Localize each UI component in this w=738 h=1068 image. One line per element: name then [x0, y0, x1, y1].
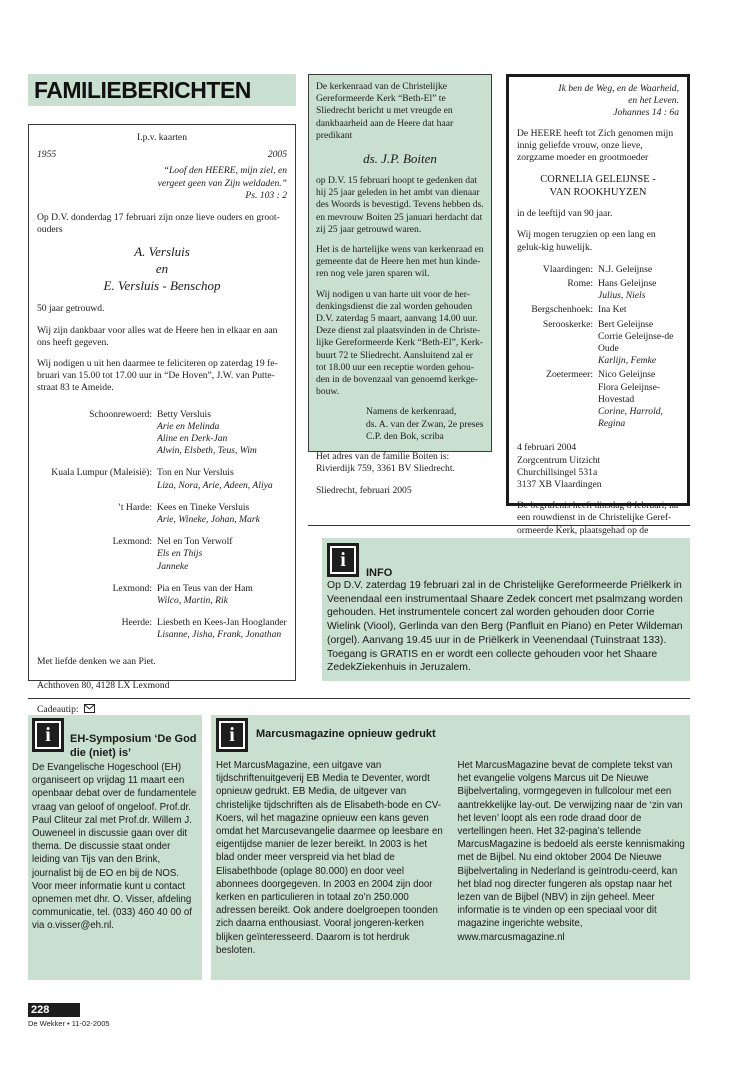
relative-entry [517, 319, 679, 368]
family-names: Liesbeth en Kees-Jan Hooglander [157, 617, 287, 629]
obit-name-1: CORNELIA GELEIJNSE - [540, 174, 656, 186]
info-box [322, 538, 690, 681]
family-names: Nel en Ton Verwolf [157, 536, 233, 548]
obit-age: in de leeftijd van 90 jaar. [517, 208, 613, 220]
boiten-paragraph-2: Het is de hartelijke wens van kerkenraad en gemeente dat de Heere hen met hun kinde-ren nog vele jaren sparen wil. [316, 244, 484, 280]
relative-place: Vlaardingen: [542, 263, 593, 275]
marcus-column-1: Het MarcusMagazine, een uitgave van tijdschriftenuitgeverij EB Media te Deventer, wordt opnieuw gedrukt. EB Media, de uitgever van christelijke tijdschriften als de Elisabeth-bode en CV-Koers, wil het magazine opnieuw een kans geven omdat het Marcusevangelie daarmee op leesbare en eigentijdse manier de lezer bereikt. In 2003 is het blad onder meer verspreid via het blad de Elisabethbode (oplage 80.000) en door veel abonnees doorgegeven. In 2003 en 2004 zijn door kerken en particulieren in totaal zo’n 250.000 adressen bereikt. Ook andere doelgroepen toonden zich daarna enthousiast. Vooral jongeren-kerken blijken geïnteresseerd. Daarom is tot herdruk besloten. [216, 760, 443, 956]
eh-title: EH-Symposium ‘De God die (niet) is’ [70, 733, 197, 759]
family-children: Arie, Wineke, Johan, Mark [157, 514, 260, 526]
marcus-title: Marcusmagazine opnieuw gedrukt [256, 728, 436, 740]
obit-quote-2: en het Leven. [628, 95, 679, 107]
boiten-paragraph-3: Wij nodigen u van harte uit voor de her-denkingsdienst die zal worden gehouden D.V. zaterdag 5 maart, aanvang 14.00 uur. Deze dienst zal plaatsvinden in de Christe-lijke Gereformeerde Kerk “Beth-El”, Kerk-buurt 72 te Sliedrecht. Aansluitend zal er tot 18.00 uur een receptie worden gehou-den in de bovenzaal van genoemd kerkge-bouw. [316, 288, 484, 398]
relative-entry [517, 304, 679, 316]
relative-place: Bergschenhoek: [531, 304, 593, 316]
announcement-boiten [308, 74, 492, 497]
obituary-geleijnse [506, 74, 690, 536]
intro-text: Op D.V. donderdag 17 februari zijn onze lieve ouders en groot-ouders [37, 212, 280, 236]
obit-address-line: 3137 XB Vlaardingen [517, 479, 602, 491]
family-children: Arie en Melinda [157, 420, 220, 432]
family-place: Heerde: [121, 617, 152, 629]
married-text: 50 jaar getrouwd. [37, 303, 105, 315]
marcus-column-2: Het MarcusMagazine bevat de complete tekst van het evangelie volgens Marcus uit De Nieuwe Bijbelvertaling, vormgegeven in fullcolour met een aantrekkelijke lay-out. De verwijzing naar de ‘zin van het leven’ loopt als een rode draad door de vertellingen heen. Het 32-pagina’s tellende MarcusMagazine is bedoeld als eerste kennismaking met de Bijbel. Nu eind oktober 2004 De Nieuwe Bijbelvertaling in Nederland is geïntrodu-ceerd, kan het blad nog directer fungeren als opstap naar het lezen van de Bijbel (NBV) in zijn geheel. Meer informatie is te vinden op een speciaal voor dit magazine ingerichte website, www.marcusmagazine.nl [457, 760, 685, 943]
eh-text: De Evangelische Hogeschool (EH) organiseert op vrijdag 11 maart een openbaar debat over de fundamentele vraag van geloof of ongeloof. Prof.dr. Paul Cliteur zal met Prof.dr. Willem J. Ouweneel in discussie gaan over dit thema. De discussie staat onder leiding van Tijs van den Brink, journalist bij de EO en bij de NOS. Voor meer informatie kunt u contact opnemen met dhr. O. Visser, afdeling communicatie, tel. (033) 460 40 00 of via o.visser@eh.nl. [32, 762, 197, 932]
envelope-icon [84, 704, 95, 713]
info-text: Op D.V. zaterdag 19 februari zal in de Christelijke Gereformeerde Priëlkerk in Veenendaal een instrumentaal Shaare Zedek concert met psalmzang worden gehouden. Het instrumentele concert zal worden gehouden door Corrie Wielink (Viool), Gerlinda van den Berg (Panfluit en Piano) en Peter Wildeman (orgel). Aanvang 19.45 uur in de Priëlkerk in Veenendaal (Tuinstraat 133). Toegang is GRATIS en er wordt een collecte gehouden voor het Shaare ZedekZiekenhuis in Jeruzalem. [327, 580, 683, 674]
page-number: 228 [31, 1004, 50, 1016]
boiten-intro: De kerkenraad van de Christelijke Gereformeerde Kerk “Beth-El” te Sliedrecht bericht u met vreugde en dankbaarheid aan de Heere dat haar predikant [316, 81, 454, 141]
family-entry [37, 583, 287, 607]
year-left: 1955 [37, 149, 57, 161]
obit-name-2: VAN ROOKHUYZEN [549, 187, 647, 199]
thanks-text: Wij zijn dankbaar voor alles wat de Heere hen in elkaar en aan ons heeft gegeven. [37, 324, 278, 348]
boiten-paragraph-1: op D.V. 15 februari hoopt te gedenken dat hij 25 jaar geleden in het ambt van dienaar des Woords is bevestigd. Tevens hebben ds. en mevrouw Boiten 25 januari herdacht dat zij 25 jaar getrouwd waren. [316, 175, 484, 235]
info-icon-letter: i [35, 721, 61, 749]
family-names: Betty Versluis [157, 408, 211, 420]
section-header [28, 74, 296, 106]
family-names: Pia en Teus van der Ham [157, 582, 253, 594]
family-place: Lexmond: [112, 536, 152, 548]
info-icon [216, 718, 248, 752]
family-names: Ton en Nur Versluis [157, 467, 234, 479]
relative-name: Hans Geleijnse [598, 278, 657, 290]
family-place: Schoonrewoerd: [89, 408, 152, 420]
person-name-1: A. Versluis [134, 244, 190, 260]
obit-memory: Wij mogen terugzien op een lang en geluk-kig huwelijk. [517, 229, 656, 253]
family-children: Wilco, Martin, Rik [157, 595, 228, 607]
relative-name: Bert Geleijnse [598, 318, 654, 330]
family-entry [37, 409, 287, 458]
family-list [37, 409, 287, 642]
obit-address-line: Churchillsingel 531a [517, 466, 598, 478]
boiten-signature-3: C.P. den Bok, scriba [366, 430, 444, 442]
relative-name: Flora Geleijnse-Hovestad [598, 381, 661, 405]
relative-name: Corrie Geleijnse-de Oude [598, 330, 674, 355]
obit-intro: De HEERE heeft tot Zich genomen mijn innig geliefde vrouw, onze lieve, zorgzame moeder en grootmoeder [517, 127, 674, 164]
relative-name: N.J. Geleijnse [598, 263, 653, 275]
family-children: Aline en Derk-Jan [157, 433, 228, 445]
relative-entry [517, 369, 679, 430]
quote-line-2: vergeet geen van Zijn weldaden.” [157, 177, 287, 189]
boiten-name: ds. J.P. Boiten [363, 151, 437, 167]
boiten-address: Het adres van de familie Boiten is: Rivierdijk 759, 3361 BV Sliedrecht. [316, 451, 455, 475]
year-right: 2005 [267, 149, 287, 161]
footer-source: De Wekker • 11-02-2005 [28, 1019, 110, 1028]
relative-place: Serooskerke: [542, 318, 593, 330]
relative-entry [517, 264, 679, 276]
family-children: Els en Thijs [157, 548, 203, 560]
section-title: FAMILIEBERICHTEN [34, 77, 251, 103]
obit-funeral: De begrafenis heeft dinsdag 8 februari, na een rouwdienst in de Christelijke Geref-ormeerde Kerk, plaatsgehad op de [517, 500, 679, 536]
relative-entry [517, 278, 679, 302]
announcement-versluis [28, 124, 296, 716]
kaarten-line: I.p.v. kaarten [137, 132, 187, 143]
obit-quote-ref: Johannes 14 : 6a [613, 107, 679, 119]
family-place: Kuala Lumpur (Maleisië): [51, 467, 152, 479]
family-children: Janneke [157, 560, 189, 572]
obit-date: 4 februari 2004 [517, 442, 577, 454]
family-entry [37, 536, 287, 573]
relative-name: Ina Ket [598, 304, 627, 316]
page-number-box [28, 1003, 80, 1017]
invite-text: Wij nodigen u uit hen daarmee te feliciteren op zaterdag 19 fe-bruari van 15.00 tot 17.00 uur in “De Hoven”, J.W. van Putte-straat 83 te Ameide. [37, 358, 278, 394]
relative-place: Rome: [567, 278, 593, 290]
divider [28, 698, 690, 699]
cadeau-label: Cadeautip: [37, 704, 79, 716]
memory-text: Met liefde denken we aan Piet. [37, 655, 156, 667]
family-entry [37, 467, 287, 491]
boiten-signature-1: Namens de kerkenraad, [366, 406, 457, 418]
family-names: Kees en Tineke Versluis [157, 501, 250, 513]
eh-symposium-box [28, 715, 202, 980]
relative-children: Julius, Niels [598, 290, 646, 302]
quote-line-1: “Loof den HEERE, mijn ziel, en [163, 165, 287, 177]
boiten-date: Sliedrecht, februari 2005 [316, 485, 412, 497]
info-icon [32, 718, 64, 752]
relative-place: Zoetermeer: [546, 369, 593, 381]
quote-ref: Ps. 103 : 2 [245, 189, 287, 201]
family-entry [37, 617, 287, 641]
marcusmagazine-box [211, 715, 690, 980]
obit-address-line: Zorgcentrum Uitzicht [517, 454, 601, 466]
family-children: Lisanne, Jisha, Frank, Jonathan [157, 629, 282, 641]
and-word: en [155, 261, 169, 277]
relatives-list [517, 264, 679, 431]
family-place: ’t Harde: [117, 501, 152, 513]
family-children: Alwin, Elsbeth, Teus, Wim [157, 445, 257, 457]
relative-children: Karlijn, Femke [598, 355, 657, 367]
family-entry [37, 502, 287, 526]
info-icon-letter: i [219, 721, 245, 749]
address-text: Achthoven 80, 4128 LX Lexmond [37, 679, 170, 691]
family-children: Liza, Nora, Arie, Adeen, Aliya [157, 479, 273, 491]
info-icon-letter: i [330, 546, 356, 574]
obit-quote-1: Ik ben de Weg, en de Waarheid, [558, 83, 679, 94]
family-place: Lexmond: [112, 582, 152, 594]
boiten-signature-2: ds. A. van der Zwan, 2e preses [366, 418, 484, 430]
info-title: INFO [366, 567, 393, 579]
divider [308, 525, 690, 526]
relative-children: Corine, Harrold, Regina [598, 406, 663, 430]
relative-name: Nico Geleijnse [598, 369, 656, 381]
info-icon [327, 543, 359, 577]
person-name-2: E. Versluis - Benschop [103, 278, 221, 294]
